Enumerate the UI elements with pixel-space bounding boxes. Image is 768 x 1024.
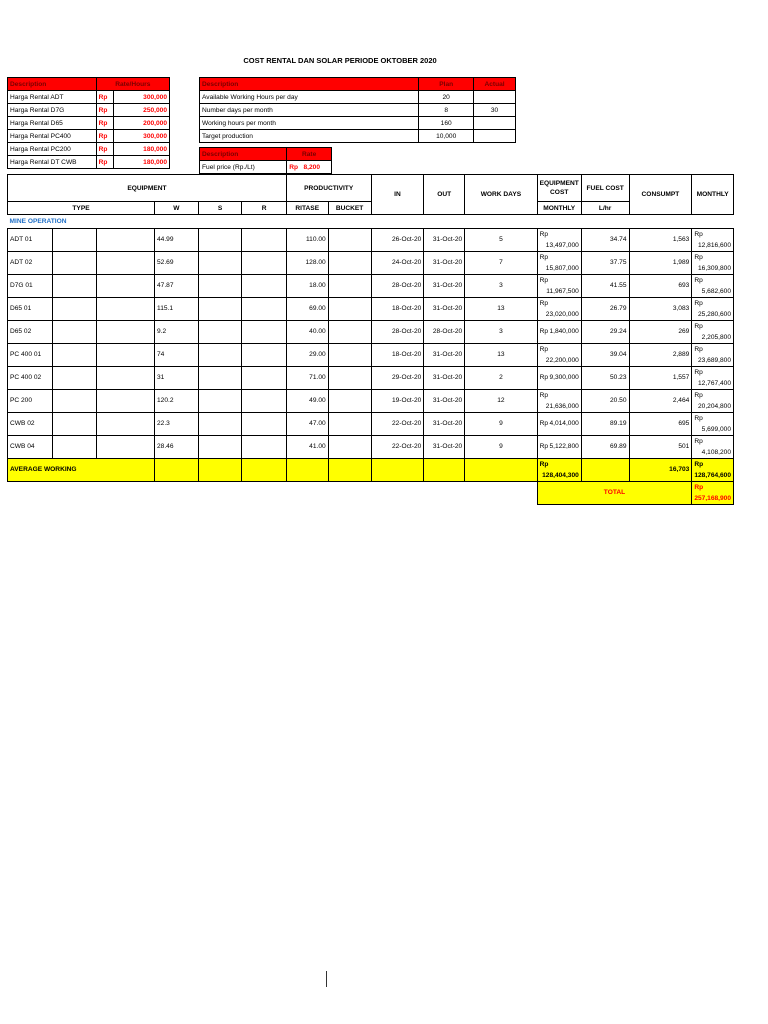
r-value [242, 412, 287, 435]
s-header: S [198, 202, 242, 215]
fuel-cost: 50.23 [581, 366, 629, 389]
out-date: 31-Oct-20 [424, 274, 465, 297]
empty-cell [96, 320, 154, 343]
rate-desc: Harga Rental D65 [8, 117, 97, 130]
equipment-cost-table [7, 174, 734, 505]
total-label: TOTAL [537, 481, 692, 504]
fuel-cost: 69.89 [581, 435, 629, 458]
fuel-rate-header: Rate [287, 148, 332, 161]
rate-row [8, 156, 170, 169]
table-row [8, 274, 734, 297]
in-date: 22-Oct-20 [371, 435, 424, 458]
consumpt: 269 [629, 320, 692, 343]
work-days: 3 [465, 320, 537, 343]
empty-cell [52, 389, 96, 412]
rental-rate-table [7, 77, 170, 169]
in-date: 29-Oct-20 [371, 366, 424, 389]
fuel-cost: 20.50 [581, 389, 629, 412]
plan-desc-header: Description [200, 78, 419, 91]
monthly-cost: Rp 12,816,600 [692, 228, 734, 251]
plan-table [199, 77, 516, 143]
actual-value [474, 117, 516, 130]
plan-desc: Number days per month [200, 104, 419, 117]
plan-desc: Available Working Hours per day [200, 91, 419, 104]
consumpt-header: CONSUMPT [629, 175, 692, 215]
fuel-price-table [199, 147, 332, 174]
s-value [198, 366, 242, 389]
ritase-value: 110.00 [286, 228, 328, 251]
rate-desc-header: Description [8, 78, 97, 91]
fuel-value: Rp 8,200 [287, 161, 332, 174]
empty-cell [96, 228, 154, 251]
consumpt: 3,083 [629, 297, 692, 320]
rate-value: 250,000 [113, 104, 169, 117]
ritase-value: 40.00 [286, 320, 328, 343]
empty-cell [96, 389, 154, 412]
bucket-header: BUCKET [328, 202, 371, 215]
fuel-cost-header: FUEL COST [581, 175, 629, 202]
rate-currency: Rp [96, 143, 113, 156]
empty-cell [96, 343, 154, 366]
monthly-cost: Rp 20,204,800 [692, 389, 734, 412]
work-days: 9 [465, 412, 537, 435]
actual-header: Actual [474, 78, 516, 91]
fuel-desc-header: Description [200, 148, 287, 161]
work-days: 9 [465, 435, 537, 458]
w-value: 9.2 [155, 320, 199, 343]
bucket-value [328, 320, 371, 343]
fuel-cost: 37.75 [581, 251, 629, 274]
out-header: OUT [424, 175, 465, 215]
average-eq-cost: Rp 128,404,300 [537, 458, 581, 481]
work-days: 13 [465, 297, 537, 320]
w-value: 74 [155, 343, 199, 366]
bucket-value [328, 228, 371, 251]
type-header: TYPE [8, 202, 155, 215]
table-row [8, 389, 734, 412]
equipment-cost: Rp 9,300,000 [537, 366, 581, 389]
equipment-type: PC 200 [8, 389, 53, 412]
actual-value [474, 130, 516, 143]
equipment-type: D65 01 [8, 297, 53, 320]
section-mine-operation: MINE OPERATION [9, 217, 67, 225]
plan-value: 20 [419, 91, 474, 104]
bucket-value [328, 389, 371, 412]
s-value [198, 320, 242, 343]
in-date: 28-Oct-20 [371, 320, 424, 343]
in-date: 18-Oct-20 [371, 297, 424, 320]
out-date: 31-Oct-20 [424, 389, 465, 412]
w-value: 52.69 [155, 251, 199, 274]
in-date: 24-Oct-20 [371, 251, 424, 274]
consumpt: 1,989 [629, 251, 692, 274]
equipment-cost: Rp 5,122,800 [537, 435, 581, 458]
work-days: 5 [465, 228, 537, 251]
fuel-cost: 89.19 [581, 412, 629, 435]
equipment-type: PC 400 01 [8, 343, 53, 366]
s-value [198, 435, 242, 458]
table-row [8, 228, 734, 251]
monthly-cost: Rp 23,689,800 [692, 343, 734, 366]
rate-value: 300,000 [113, 91, 169, 104]
work-days: 13 [465, 343, 537, 366]
page-title: COST RENTAL DAN SOLAR PERIODE OKTOBER 2020 [243, 56, 437, 65]
out-date: 31-Oct-20 [424, 366, 465, 389]
equipment-type: PC 400 02 [8, 366, 53, 389]
empty-cell [52, 412, 96, 435]
consumpt: 2,464 [629, 389, 692, 412]
empty-cell [52, 343, 96, 366]
r-value [242, 435, 287, 458]
equipment-header: EQUIPMENT [8, 175, 287, 202]
ritase-value: 47.00 [286, 412, 328, 435]
table-row [8, 320, 734, 343]
s-value [198, 274, 242, 297]
rate-value: 200,000 [113, 117, 169, 130]
rate-currency: Rp [96, 91, 113, 104]
w-value: 28.46 [155, 435, 199, 458]
monthly-sub-header: MONTHLY [537, 202, 581, 215]
bucket-value [328, 435, 371, 458]
ritase-value: 29.00 [286, 343, 328, 366]
average-monthly: Rp 128,764,600 [692, 458, 734, 481]
in-date: 26-Oct-20 [371, 228, 424, 251]
r-value [242, 343, 287, 366]
r-value [242, 320, 287, 343]
equipment-type: ADT 02 [8, 251, 53, 274]
plan-row [200, 130, 516, 143]
work-days-header: WORK DAYS [465, 175, 537, 215]
plan-desc: Target production [200, 130, 419, 143]
plan-row [200, 117, 516, 130]
consumpt: 693 [629, 274, 692, 297]
plan-value: 8 [419, 104, 474, 117]
out-date: 31-Oct-20 [424, 297, 465, 320]
empty-cell [52, 366, 96, 389]
actual-value: 30 [474, 104, 516, 117]
monthly-cost: Rp 5,699,000 [692, 412, 734, 435]
r-value [242, 366, 287, 389]
equipment-type: CWB 02 [8, 412, 53, 435]
rate-currency: Rp [96, 117, 113, 130]
productivity-header: PRODUCTIVITY [286, 175, 371, 202]
s-value [198, 228, 242, 251]
ritase-value: 69.00 [286, 297, 328, 320]
equipment-type: CWB 04 [8, 435, 53, 458]
bucket-value [328, 343, 371, 366]
table-row [8, 251, 734, 274]
rate-desc: Harga Rental PC200 [8, 143, 97, 156]
average-row [8, 458, 734, 481]
work-days: 3 [465, 274, 537, 297]
empty-cell [96, 412, 154, 435]
w-value: 22.3 [155, 412, 199, 435]
r-value [242, 297, 287, 320]
work-days: 7 [465, 251, 537, 274]
equipment-cost: Rp 22,200,000 [537, 343, 581, 366]
bucket-value [328, 274, 371, 297]
rate-currency: Rp [96, 130, 113, 143]
ritase-value: 49.00 [286, 389, 328, 412]
average-label: AVERAGE WORKING [8, 458, 155, 481]
fuel-cost: 41.55 [581, 274, 629, 297]
empty-cell [52, 297, 96, 320]
rate-row [8, 117, 170, 130]
empty-cell [96, 435, 154, 458]
bucket-value [328, 412, 371, 435]
fuel-cost: 29.24 [581, 320, 629, 343]
out-date: 28-Oct-20 [424, 320, 465, 343]
equipment-cost: Rp 15,807,000 [537, 251, 581, 274]
empty-cell [52, 320, 96, 343]
w-value: 44.99 [155, 228, 199, 251]
equipment-type: D7G 01 [8, 274, 53, 297]
rate-row [8, 130, 170, 143]
w-value: 31 [155, 366, 199, 389]
out-date: 31-Oct-20 [424, 412, 465, 435]
average-consumpt: 16,703 [629, 458, 692, 481]
consumpt: 695 [629, 412, 692, 435]
equipment-type: D65 02 [8, 320, 53, 343]
w-header: W [155, 202, 199, 215]
s-value [198, 412, 242, 435]
r-value [242, 228, 287, 251]
equipment-cost: Rp 13,497,000 [537, 228, 581, 251]
empty-cell [96, 366, 154, 389]
out-date: 31-Oct-20 [424, 228, 465, 251]
plan-value: 160 [419, 117, 474, 130]
s-value [198, 297, 242, 320]
ritase-header: RITASE [286, 202, 328, 215]
rate-row [8, 104, 170, 117]
rate-row [8, 91, 170, 104]
fuel-cost: 26.79 [581, 297, 629, 320]
r-header: R [242, 202, 287, 215]
consumpt: 501 [629, 435, 692, 458]
total-row [8, 481, 734, 504]
monthly-cost: Rp 4,108,200 [692, 435, 734, 458]
in-date: 19-Oct-20 [371, 389, 424, 412]
equipment-cost-header: EQUIPMENT COST [537, 175, 581, 202]
empty-cell [96, 274, 154, 297]
plan-header: Plan [419, 78, 474, 91]
rate-value: 300,000 [113, 130, 169, 143]
table-row [8, 435, 734, 458]
rate-currency: Rp [96, 156, 113, 169]
s-value [198, 343, 242, 366]
plan-value: 10,000 [419, 130, 474, 143]
monthly-header: MONTHLY [692, 175, 734, 215]
empty-cell [52, 435, 96, 458]
rate-row [8, 143, 170, 156]
out-date: 31-Oct-20 [424, 343, 465, 366]
rate-value: 180,000 [113, 143, 169, 156]
equipment-cost: Rp 4,014,000 [537, 412, 581, 435]
ritase-value: 128.00 [286, 251, 328, 274]
rate-desc: Harga Rental D7G [8, 104, 97, 117]
table-row [8, 412, 734, 435]
table-row [8, 343, 734, 366]
empty-cell [96, 297, 154, 320]
monthly-cost: Rp 2,205,800 [692, 320, 734, 343]
lhr-header: L/hr [581, 202, 629, 215]
w-value: 47.87 [155, 274, 199, 297]
equipment-type: ADT 01 [8, 228, 53, 251]
ritase-value: 71.00 [286, 366, 328, 389]
r-value [242, 251, 287, 274]
in-date: 18-Oct-20 [371, 343, 424, 366]
empty-cell [52, 228, 96, 251]
out-date: 31-Oct-20 [424, 435, 465, 458]
table-row [8, 297, 734, 320]
equipment-cost: Rp 1,840,000 [537, 320, 581, 343]
rate-value-header: Rate/Hours [96, 78, 169, 91]
plan-row [200, 91, 516, 104]
in-date: 28-Oct-20 [371, 274, 424, 297]
fuel-desc: Fuel price (Rp./Lt) [200, 161, 287, 174]
plan-desc: Working hours per month [200, 117, 419, 130]
s-value [198, 251, 242, 274]
fuel-cost: 39.04 [581, 343, 629, 366]
rate-value: 180,000 [113, 156, 169, 169]
empty-cell [52, 251, 96, 274]
plan-row [200, 104, 516, 117]
equipment-cost: Rp 21,636,000 [537, 389, 581, 412]
rate-currency: Rp [96, 104, 113, 117]
fuel-cost: 34.74 [581, 228, 629, 251]
work-days: 12 [465, 389, 537, 412]
monthly-cost: Rp 12,767,400 [692, 366, 734, 389]
r-value [242, 274, 287, 297]
consumpt: 1,557 [629, 366, 692, 389]
monthly-cost: Rp 25,280,600 [692, 297, 734, 320]
bucket-value [328, 297, 371, 320]
ritase-value: 18.00 [286, 274, 328, 297]
total-value: Rp 257,168,900 [692, 481, 734, 504]
bucket-value [328, 366, 371, 389]
table-row [8, 366, 734, 389]
w-value: 115.1 [155, 297, 199, 320]
text-cursor [326, 971, 327, 987]
ritase-value: 41.00 [286, 435, 328, 458]
consumpt: 1,563 [629, 228, 692, 251]
in-date: 22-Oct-20 [371, 412, 424, 435]
rate-desc: Harga Rental PC400 [8, 130, 97, 143]
w-value: 120.2 [155, 389, 199, 412]
bucket-value [328, 251, 371, 274]
in-header: IN [371, 175, 424, 215]
empty-cell [96, 251, 154, 274]
equipment-cost: Rp 11,967,500 [537, 274, 581, 297]
r-value [242, 389, 287, 412]
empty-cell [52, 274, 96, 297]
work-days: 2 [465, 366, 537, 389]
rate-desc: Harga Rental DT CWB [8, 156, 97, 169]
equipment-cost: Rp 23,020,000 [537, 297, 581, 320]
consumpt: 2,889 [629, 343, 692, 366]
monthly-cost: Rp 5,682,600 [692, 274, 734, 297]
monthly-cost: Rp 16,309,800 [692, 251, 734, 274]
rate-desc: Harga Rental ADT [8, 91, 97, 104]
actual-value [474, 91, 516, 104]
s-value [198, 389, 242, 412]
out-date: 31-Oct-20 [424, 251, 465, 274]
